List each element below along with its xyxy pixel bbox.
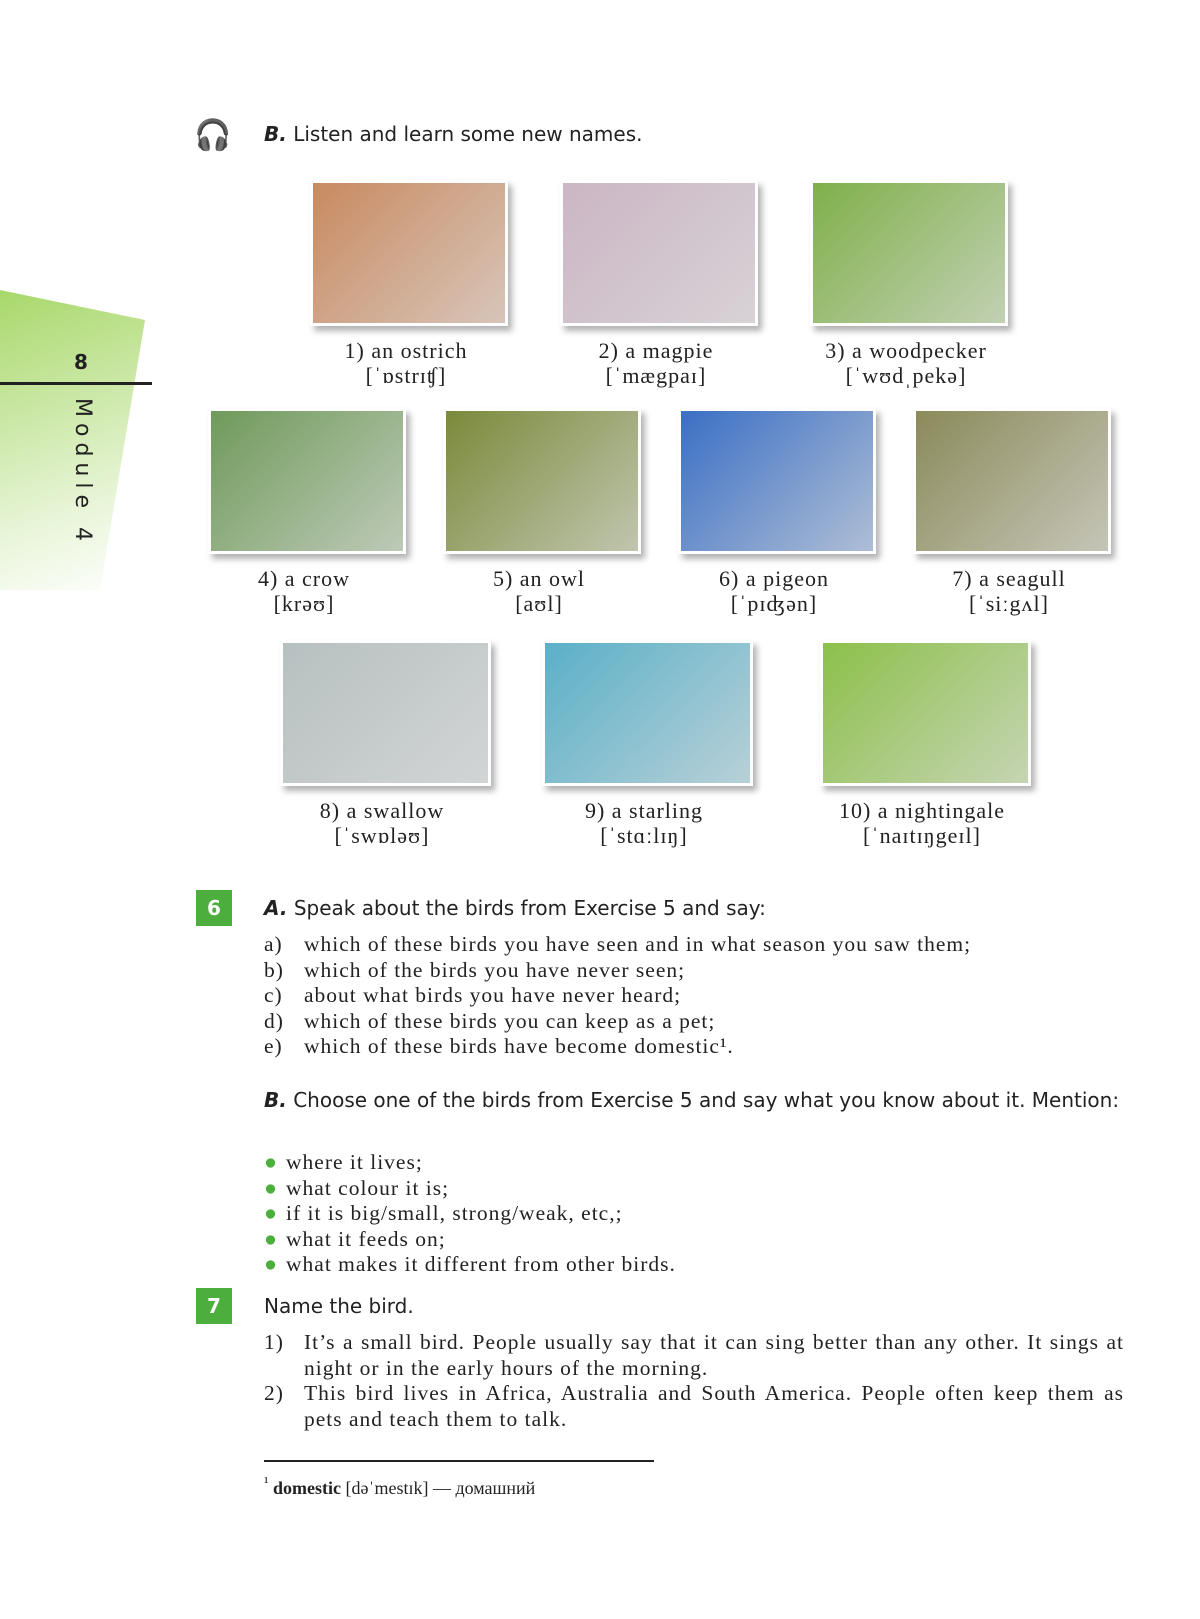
footnote-rule (264, 1460, 654, 1462)
list-item: a) which of these birds you have seen and in what season you saw them; (264, 932, 972, 956)
bird-caption: 8) a swallow [ˈswɒləʊ] (319, 798, 445, 848)
exercise-6b-list (264, 1150, 1124, 1278)
list-item: b) which of the birds you have never seen; (264, 957, 686, 982)
exercise-7-title: Name the bird. (264, 1294, 414, 1318)
exercise-number-6: 6 (196, 890, 232, 926)
bullet-item: ● if it is big/small, strong/weak, etc,; (264, 1201, 623, 1225)
exercise-number-7: 7 (196, 1288, 232, 1324)
bird-caption: 4) a crow [krəʊ] (257, 566, 351, 616)
bird-photo (678, 408, 876, 554)
list-item: e) which of these birds have become domestic¹. (264, 1034, 734, 1058)
bullet-icon: ● (264, 1150, 278, 1174)
bird-caption: 2) a magpie [ˈmægpaɪ] (598, 338, 714, 388)
bird-photo (280, 640, 491, 786)
bullet-icon: ● (264, 1201, 278, 1225)
bird-photo (913, 408, 1111, 554)
exercise-6a-instruction: A. Speak about the birds from Exercise 5 and say: (264, 896, 766, 920)
list-item: c) about what birds you have never heard; (264, 983, 682, 1007)
list-item: 2) This bird lives in Africa, Australia and South America. People often keep them as pets and teach them to talk. (264, 1381, 1124, 1431)
bullet-icon: ● (264, 1175, 278, 1200)
bird-caption: 10) a nightingale [ˈnaɪtɪŋgeɪl] (838, 798, 1006, 848)
bird-caption: 6) a pigeon [ˈpɪʤən] (719, 566, 829, 616)
page-number: 8 (74, 350, 88, 374)
exercise-7-list (264, 1330, 1124, 1432)
bullet-icon: ● (264, 1252, 278, 1276)
list-item: d) which of these birds you can keep as a pet; (264, 1008, 716, 1033)
bird-photo (810, 180, 1008, 326)
divider (0, 382, 152, 385)
bird-photo (560, 180, 758, 326)
bird-photo (820, 640, 1031, 786)
bird-caption: 9) a starling [ˈstɑːlɪŋ] (584, 798, 704, 848)
bullet-item: ● what makes it different from other birds. (264, 1252, 676, 1276)
bird-photo (208, 408, 406, 554)
bird-caption: 5) an owl [aʊl] (492, 566, 586, 616)
bird-photo (310, 180, 508, 326)
bullet-item: ● what it feeds on; (264, 1226, 446, 1251)
exercise-6a-list (264, 932, 1124, 1060)
exercise-6b-instruction: B. Choose one of the birds from Exercise 5 and say what you know about it. Mention: (264, 1088, 1120, 1112)
headphones-icon: 🎧 (194, 119, 232, 152)
bird-caption: 1) an ostrich [ˈɒstrɪʧ] (344, 338, 468, 388)
bird-caption: 7) a seagull [ˈsiːgʌl] (952, 566, 1066, 616)
module-label: Module 4 (70, 398, 95, 547)
list-item: 1) It’s a small bird. People usually say that it can sing better than any other. It sings at night or in the early hours of the morning. (264, 1330, 1124, 1380)
footnote: $^{^1}$ domestic [dəˈmestɪk] — домашний (264, 1475, 536, 1498)
bullet-item: ● where it lives; (264, 1150, 423, 1174)
bird-photo (443, 408, 641, 554)
bird-caption: 3) a woodpecker [ˈwʊdˌpekə] (825, 338, 987, 388)
bullet-item: ● what colour it is; (264, 1175, 450, 1200)
exercise-5b-instruction: B. Listen and learn some new names. (264, 122, 643, 146)
bullet-icon: ● (264, 1226, 278, 1251)
bird-photo (542, 640, 753, 786)
